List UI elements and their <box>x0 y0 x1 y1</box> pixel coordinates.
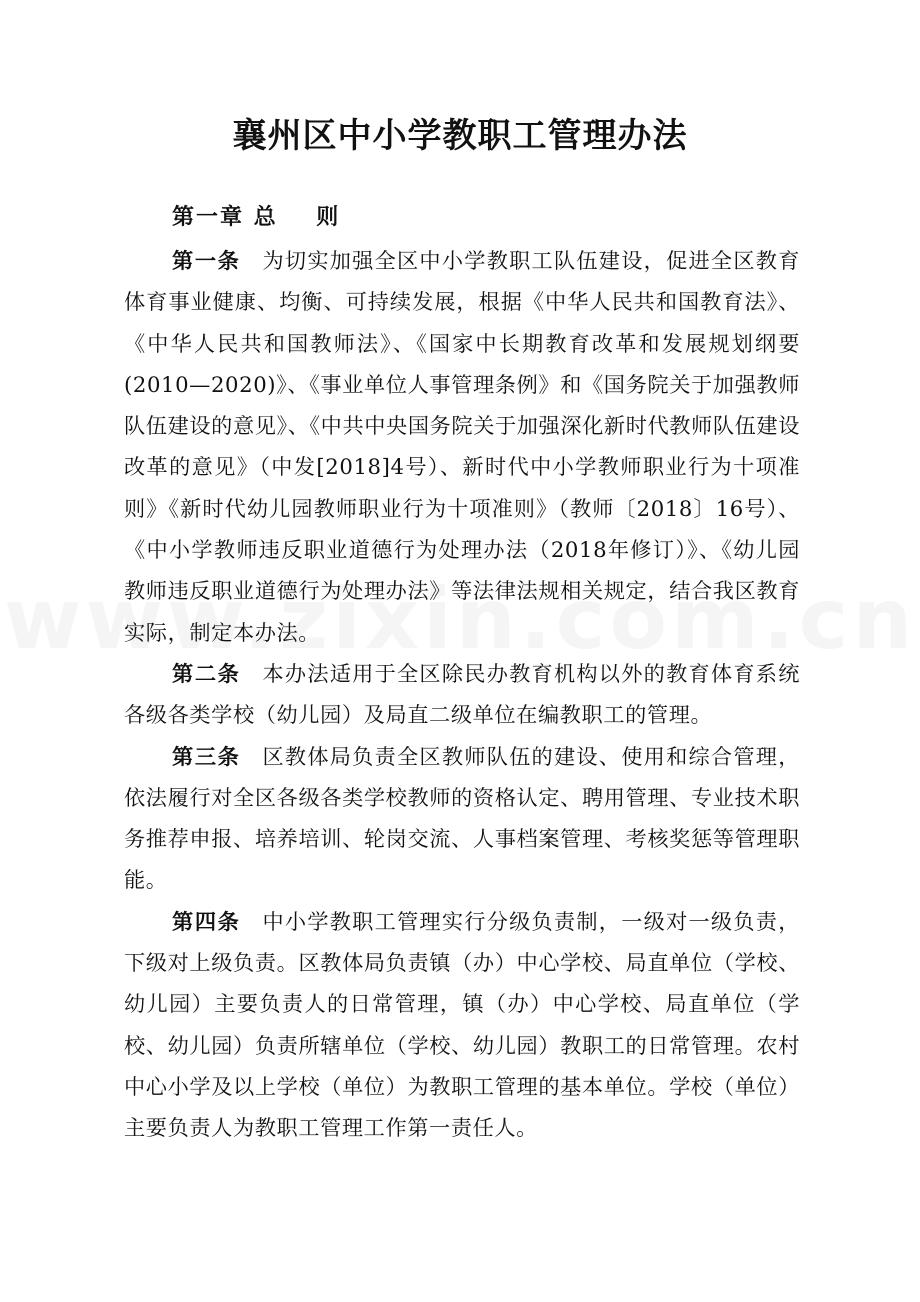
article-1 <box>124 240 800 653</box>
article-text: 为切实加强全区中小学教职工队伍建设，促进全区教育体育事业健康、均衡、可持续发展，根据《中华人民共和国教育法》、《中华人民共和国教师法》、《国家中长期教育改革和发展规划纲要(2010—2020)》、《事业单位人事管理条例》和《国务院关于加强教师队伍建设的意见》、《中共中央国务院关于加强深化新时代教师队伍建设改革的意见》（中发[2018]4号）、新时代中小学教师职业行为十项准则》《新时代幼儿园教师职业行为十项准则》（教师〔2018〕16号）、《中小学教师违反职业道德行为处理办法（2018年修订）》、《幼儿园教师违反职业道德行为处理办法》等法律法规相关规定，结合我区教育实际，制定本办法。 <box>124 248 801 645</box>
article-number: 第一条 <box>172 248 241 273</box>
chapter-heading: 第一章 总 则 <box>172 205 341 230</box>
article-text: 本办法适用于全区除民办教育机构以外的教育体育系统各级各类学校（幼儿园）及局直二级单位在编教职工的管理。 <box>124 660 800 728</box>
article-number: 第二条 <box>172 660 241 686</box>
article-4 <box>124 901 800 1149</box>
article-number: 第四条 <box>172 908 241 934</box>
article-text: 区教体局负责全区教师队伍的建设、使用和综合管理，依法履行对全区各级各类学校教师的资格认定、聘用管理、专业技术职务推荐申报、培养培训、轮岗交流、人事档案管理、考核奖惩等管理职能。 <box>124 743 800 893</box>
article-2 <box>124 653 800 736</box>
document-body <box>124 240 800 1149</box>
article-number: 第三条 <box>172 743 241 769</box>
article-3 <box>124 736 800 901</box>
document-title: 襄州区中小学教职工管理办法 <box>232 116 688 156</box>
article-text: 中小学教职工管理实行分级负责制，一级对一级负责，下级对上级负责。区教体局负责镇（办）中心学校、局直单位（学校、幼儿园）主要负责人的日常管理，镇（办）中心学校、局直单位（学校、幼儿园）负责所辖单位（学校、幼儿园）教职工的日常管理。农村中心小学及以上学校（单位）为教职工管理的基本单位。学校（单位）主要负责人为教职工管理工作第一责任人。 <box>124 908 800 1141</box>
